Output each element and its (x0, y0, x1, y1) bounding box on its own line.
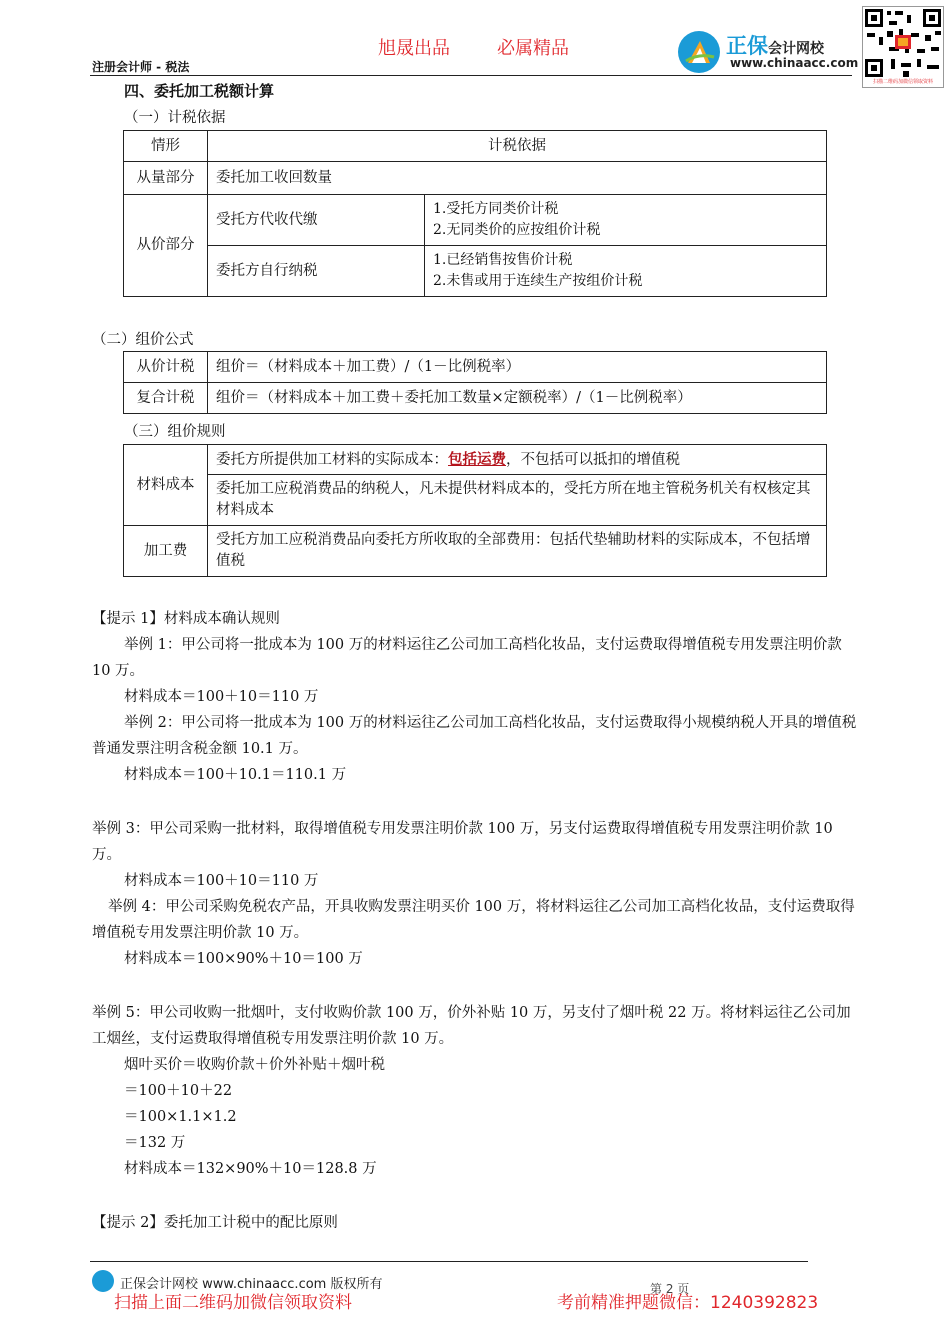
detail-line: 1.受托方同类价计税 (433, 201, 559, 217)
row-agent-collect: 受托方代收代缴 (208, 195, 425, 246)
formula-compound-label: 复合计税 (124, 383, 208, 414)
footer-rule (90, 1261, 808, 1262)
rule-emphasis: 包括运费 (448, 450, 506, 468)
header-basis: 计税依据 (208, 131, 827, 162)
tip-1: 【提示 1】材料成本确认规则 (92, 611, 280, 627)
example-5-calc-4: ＝132 万 (124, 1135, 186, 1151)
brand-logo (678, 28, 858, 76)
rule-text: 委托方所提供加工材料的实际成本： (216, 451, 448, 468)
brand-url: www.chinaacc.com (730, 56, 859, 70)
row-self-pay-detail (425, 246, 827, 297)
example-5: 举例 5：甲公司收购一批烟叶，支付收购价款 100 万，价外补贴 10 万，另支付了烟叶税 22 万。将材料运往乙公司加工烟丝，支付运费取得增值税专用发票注明价款 10 万。 (92, 1005, 851, 1047)
example-3-calc: 材料成本＝100＋10＝110 万 (124, 873, 319, 889)
section-title: 四、委托加工税额计算 (124, 82, 275, 100)
subsection-basis: （一）计税依据 (124, 110, 226, 126)
formula-value-label: 从价计税 (124, 352, 208, 383)
subsection-formula: （二）组价公式 (92, 332, 194, 348)
formula-table (123, 351, 827, 414)
example-4-calc: 材料成本＝100×90%＋10＝100 万 (124, 951, 363, 967)
page-number: 第 2 页 (650, 1282, 690, 1296)
detail-line: 2.无同类价的应按组价计税 (433, 222, 601, 238)
brand-school: 会计网校 (768, 41, 824, 57)
rule-material-b: 委托加工应税消费品的纳税人，凡未提供材料成本的，受托方所在地主管税务机关有权核定其材料成本 (208, 475, 827, 526)
formula-value: 组价＝（材料成本＋加工费）/（1－比例税率） (208, 352, 827, 383)
promo-left: 扫描上面二维码加微信领取资料 (114, 1293, 352, 1313)
logo-icon (678, 31, 720, 73)
example-5-calc-5: 材料成本＝132×90%＋10＝128.8 万 (124, 1161, 377, 1177)
header-slogan-right: 必属精品 (497, 38, 569, 59)
header-slogan-left: 旭晟出品 (378, 38, 450, 59)
promo-right: 考前精准押题微信：1240392823 (557, 1293, 819, 1313)
example-1-calc: 材料成本＝100＋10＝110 万 (124, 689, 319, 705)
detail-line: 1.已经销售按售价计税 (433, 252, 573, 268)
rules-table (123, 444, 827, 577)
detail-line: 2.未售或用于连续生产按组价计税 (433, 273, 643, 289)
example-5-calc-3: ＝100×1.1×1.2 (124, 1109, 237, 1125)
example-3: 举例 3：甲公司采购一批材料，取得增值税专用发票注明价款 100 万，另支付运费取得增值税专用发票注明价款 10 万。 (92, 821, 833, 863)
footer-copyright: 正保会计网校 www.chinaacc.com 版权所有 (120, 1277, 383, 1292)
example-2: 举例 2：甲公司将一批成本为 100 万的材料运往乙公司加工高档化妆品，支付运费取得小规模纳税人开具的增值税普通发票注明含税金额 10.1 万。 (92, 715, 857, 757)
rule-text: ，不包括可以抵扣的增值税 (506, 451, 680, 468)
example-4: 举例 4：甲公司采购免税农产品，开具收购发票注明买价 100 万，将材料运往乙公司加工高档化妆品，支付运费取得增值税专用发票注明价款 10 万。 (92, 899, 855, 941)
brand-name: 正保 (726, 34, 768, 58)
header-situation: 情形 (124, 131, 208, 162)
rule-material-label: 材料成本 (124, 445, 208, 526)
qr-caption: 扫描二维码加微信领取资料 (872, 79, 933, 85)
course-title: 注册会计师 - 税法 (92, 60, 190, 74)
example-5-calc-1: 烟叶买价＝收购价款＋价外补贴＋烟叶税 (124, 1057, 385, 1073)
row-quantity-value: 委托加工收回数量 (208, 162, 827, 195)
row-agent-collect-detail (425, 195, 827, 246)
tax-basis-table (123, 130, 827, 297)
rule-material-a (208, 445, 827, 475)
tip-2: 【提示 2】委托加工计税中的配比原则 (92, 1215, 338, 1231)
row-self-pay: 委托方自行纳税 (208, 246, 425, 297)
example-5-calc-2: ＝100＋10＋22 (124, 1083, 233, 1099)
example-2-calc: 材料成本＝100＋10.1＝110.1 万 (124, 767, 347, 783)
qr-code-icon (862, 6, 944, 88)
example-1: 举例 1：甲公司将一批成本为 100 万的材料运往乙公司加工高档化妆品，支付运费取得增值税专用发票注明价款 10 万。 (92, 637, 842, 679)
subsection-rules: （三）组价规则 (124, 424, 226, 440)
footer-logo-icon (92, 1270, 114, 1292)
row-quantity-label: 从量部分 (124, 162, 208, 195)
rule-fee: 受托方加工应税消费品向委托方所收取的全部费用：包括代垫辅助材料的实际成本，不包括增值税 (208, 526, 827, 577)
formula-compound: 组价＝（材料成本＋加工费＋委托加工数量×定额税率）/（1－比例税率） (208, 383, 827, 414)
row-value-label: 从价部分 (124, 195, 208, 297)
rule-fee-label: 加工费 (124, 526, 208, 577)
